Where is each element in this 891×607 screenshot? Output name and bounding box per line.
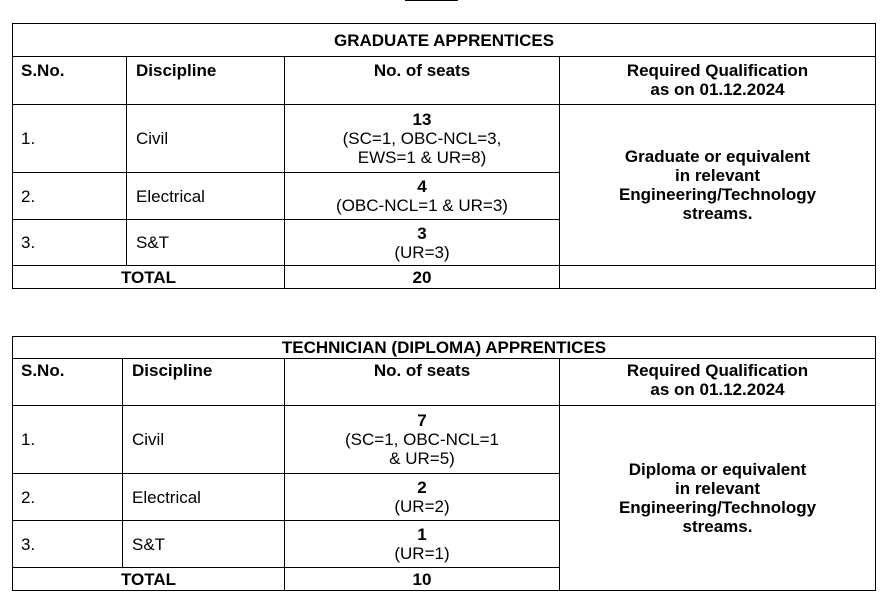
seats-detail: & UR=5) (389, 449, 455, 468)
top-rule (405, 0, 458, 1)
seats-count: 4 (417, 177, 427, 196)
qualification-line: streams. (682, 204, 753, 223)
table-title: TECHNICIAN (DIPLOMA) APPRENTICES (13, 337, 876, 359)
row-sno: 1. (13, 406, 123, 474)
header-discipline: Discipline (127, 57, 285, 105)
header-qualification-line2: as on 01.12.2024 (650, 380, 785, 399)
seats-detail: EWS=1 & UR=8) (357, 148, 487, 167)
header-sno: S.No. (13, 359, 123, 406)
total-label: TOTAL (13, 266, 285, 289)
row-discipline: Electrical (123, 474, 285, 521)
header-discipline: Discipline (123, 359, 285, 406)
row-discipline: S&T (127, 220, 285, 266)
seats-detail: (SC=1, OBC-NCL=3, (342, 129, 502, 148)
row-sno: 1. (13, 105, 127, 173)
technician-apprentices-table (12, 336, 876, 591)
seats-detail: (SC=1, OBC-NCL=1 (345, 430, 499, 449)
header-qualification-line1: Required Qualification (626, 61, 809, 80)
seats-count: 7 (417, 411, 427, 430)
row-seats (285, 474, 560, 521)
total-value: 20 (285, 266, 560, 289)
qualification-line: in relevant (674, 166, 761, 185)
table-title: GRADUATE APPRENTICES (13, 24, 876, 57)
seats-detail: (UR=2) (394, 497, 450, 516)
total-value: 10 (285, 568, 560, 591)
row-discipline: S&T (123, 521, 285, 568)
row-sno: 3. (13, 220, 127, 266)
qualification-cell (560, 406, 876, 591)
row-sno: 3. (13, 521, 123, 568)
qualification-line: Graduate or equivalent (624, 147, 811, 166)
qualification-line: Engineering/Technology (618, 185, 817, 204)
seats-detail: (UR=1) (394, 544, 450, 563)
header-seats: No. of seats (285, 359, 560, 406)
header-qualification-line1: Required Qualification (626, 361, 809, 380)
header-qualification (560, 57, 876, 105)
row-discipline: Civil (127, 105, 285, 173)
table-row (13, 406, 876, 474)
row-discipline: Electrical (127, 173, 285, 220)
row-seats (285, 105, 560, 173)
header-seats: No. of seats (285, 57, 560, 105)
header-qualification (560, 359, 876, 406)
qualification-cell (560, 105, 876, 266)
row-seats (285, 220, 560, 266)
seats-detail: (UR=3) (394, 242, 450, 262)
row-seats (285, 406, 560, 474)
qualification-line: streams. (682, 517, 753, 536)
seats-count: 2 (417, 478, 427, 497)
qualification-line: in relevant (674, 479, 761, 498)
total-row (13, 266, 876, 289)
row-seats (285, 173, 560, 220)
empty-cell (560, 266, 876, 289)
total-label: TOTAL (13, 568, 285, 591)
seats-count: 3 (417, 223, 427, 243)
qualification-line: Diploma or equivalent (628, 460, 807, 479)
header-sno: S.No. (13, 57, 127, 105)
table-row (13, 105, 876, 173)
row-seats (285, 521, 560, 568)
seats-detail: (OBC-NCL=1 & UR=3) (336, 196, 508, 215)
row-discipline: Civil (123, 406, 285, 474)
seats-count: 13 (412, 110, 432, 129)
seats-count: 1 (417, 525, 427, 544)
header-qualification-line2: as on 01.12.2024 (650, 80, 785, 99)
row-sno: 2. (13, 474, 123, 521)
row-sno: 2. (13, 173, 127, 220)
qualification-line: Engineering/Technology (618, 498, 817, 517)
graduate-apprentices-table (12, 23, 876, 289)
